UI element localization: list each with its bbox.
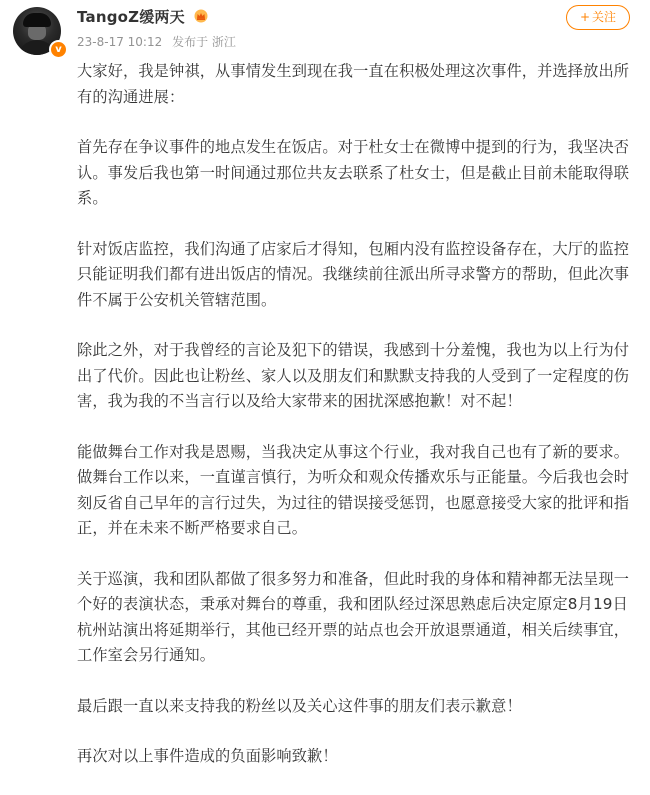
paragraph: 首先存在争议事件的地点发生在饭店。对于杜女士在微博中提到的行为，我坚决否认。事发后我也第一时间通过那位共友去联系了杜女士，但是截止目前未能取得联系。 — [77, 138, 630, 207]
post-time[interactable]: 23-8-17 10:12 — [77, 35, 163, 49]
paragraph: 除此之外，对于我曾经的言论及犯下的错误，我感到十分羞愧，我也为以上行为付出了代价。因此也让粉丝、家人以及朋友们和默默支持我的人受到了一定程度的伤害，我为我的不当言行以及给大家带来的困扰深感抱歉！对不起！ — [77, 341, 630, 410]
follow-button[interactable] — [566, 5, 630, 30]
post-source: 发布于 浙江 — [172, 35, 236, 49]
paragraph: 再次对以上事件造成的负面影响致歉！ — [77, 747, 338, 765]
author-name[interactable]: TangoZ缓两天 — [77, 8, 185, 26]
paragraph: 关于巡演，我和团队都做了很多努力和准备，但此时我的身体和精神都无法呈现一个好的表演状态，秉承对舞台的尊重，我和团队经过深思熟虑后决定原定8月19日杭州站演出将延期举行，其他已经开票的站点也会开放退票通道，相关后续事宜，工作室会另行通知。 — [77, 569, 630, 664]
verified-icon: v — [49, 40, 68, 59]
paragraph: 大家好，我是钟祺，从事情发生到现在我一直在积极处理这次事件，并选择放出所有的沟通进展： — [77, 62, 630, 106]
follow-label: 关注 — [592, 10, 617, 24]
paragraph: 针对饭店监控，我们沟通了店家后才得知，包厢内没有监控设备存在，大厅的监控只能证明我们都有进出饭店的情况。我继续前往派出所寻求警方的帮助，但此次事件不属于公安机关管辖范围。 — [77, 239, 630, 309]
plus-icon: + — [579, 10, 591, 24]
paragraph: 能做舞台工作对我是恩赐，当我决定从事这个行业，我对我自己也有了新的要求。做舞台工作以来，一直谨言慎行，为听众和观众传播欢乐与正能量。今后我也会时刻反省自己早年的言行过失，为过往的错误接受惩罚，也愿意接受大家的批评和指正，并在未来不断严格要求自己。 — [77, 442, 630, 537]
avatar-hat — [23, 13, 51, 27]
post-meta — [77, 34, 242, 50]
crown-icon — [193, 9, 209, 23]
author-name-row[interactable] — [77, 7, 209, 27]
post-content — [77, 59, 637, 795]
paragraph: 最后跟一直以来支持我的粉丝以及关心这件事的朋友们表示歉意！ — [77, 696, 522, 715]
post-header — [0, 0, 650, 60]
